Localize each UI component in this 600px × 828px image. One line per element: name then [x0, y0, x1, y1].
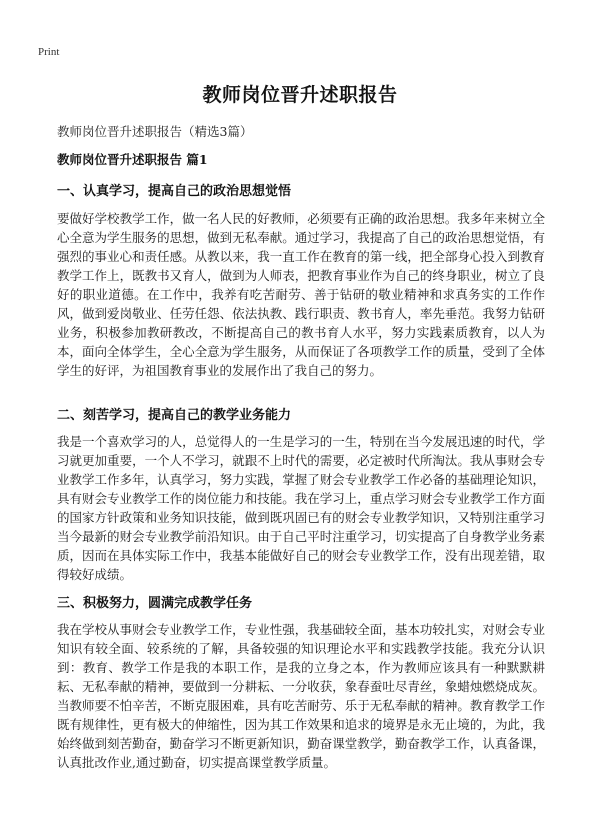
document-subtitle: 教师岗位晋升述职报告（精选3篇） [57, 124, 253, 139]
document-title: 教师岗位晋升述职报告 [202, 84, 398, 106]
section-body-3: 我在学校从事财会专业教学工作，专业性强，我基础较全面，基本功较扎实，对财会专业知识有较全面、较系统的了解，具备较强的知识理论水平和实践教学技能。我充分认识到：教育、教学工作是我的本职工作，是我的立身之本，作为教师应该具有一种默默耕耘、无私奉献的精神，要做到一分耕耘、一分收获，象春蚕吐尽青丝，象蜡烛燃烧成灰。当教师要不怕辛苦，不断克服困难，具有吃苦耐劳、乐于无私奉献的精神。教育教学工作既有规律性，更有极大的伸缩性，因为其工作效果和追求的境界是永无止境的，为此，我始终做到刻苦勤奋，勤奋学习不断更新知识，勤奋课堂教学，勤奋教学工作，认真备课，认真批改作业,通过勤奋，切实提高课堂教学质量。 [57, 622, 545, 770]
section-body-1: 要做好学校教学工作，做一名人民的好教师，必须要有正确的政治思想。我多年来树立全心全意为学生服务的思想，做到无私奉献。通过学习，我提高了自己的政治思想觉悟，有强烈的事业心和责任感。从教以来，我一直工作在教育的第一线，把全部身心投入到教育教学工作上，既教书又育人，做到为人师表，把教育事业作为自己的终身职业，树立了良好的职业道德。在工作中，我养有吃苦耐劳、善于钻研的敬业精神和求真务实的工作作风，做到爱岗敬业、任劳任怨、依法执教、践行职责、教书育人，率先垂范。我努力钻研业务，积极参加教研教改，不断提高自己的教书育人水平，努力实践素质教育，以人为本，面向全体学生，全心全意为学生服务，从而保证了各项教学工作的质量，受到了全体学生的好评，为祖国教育事业的发展作出了我自己的努力。 [57, 211, 545, 378]
section-heading-3: 三、积极努力，圆满完成教学任务 [57, 596, 253, 611]
section-heading-2: 二、刻苦学习，提高自己的教学业务能力 [57, 408, 292, 423]
print-link[interactable]: Print [38, 46, 60, 58]
article-title: 教师岗位晋升述职报告 篇1 [57, 152, 208, 167]
section-body-2: 我是一个喜欢学习的人，总觉得人的一生是学习的一生，特别在当今发展迅速的时代，学习就更加重要，一个人不学习，就跟不上时代的需要，必定被时代所淘汰。我从事财会专业教学工作多年，认真学习，努力实践，掌握了财会专业教学工作必备的基础理论知识，具有财会专业教学工作的岗位能力和技能。我在学习上，重点学习财会专业教学工作方面的国家方针政策和业务知识技能，做到既巩固已有的财会专业教学知识，又特别注重学习当今最新的财会专业教学前沿知识。由于自己平时注重学习，切实提高了自身教学业务素质，因而在具体实际工作中，我基本能做好自己的财会专业教学工作，没有出现差错，取得较好成绩。 [57, 434, 545, 582]
section-heading-1: 一、认真学习，提高自己的政治思想觉悟 [57, 184, 292, 199]
